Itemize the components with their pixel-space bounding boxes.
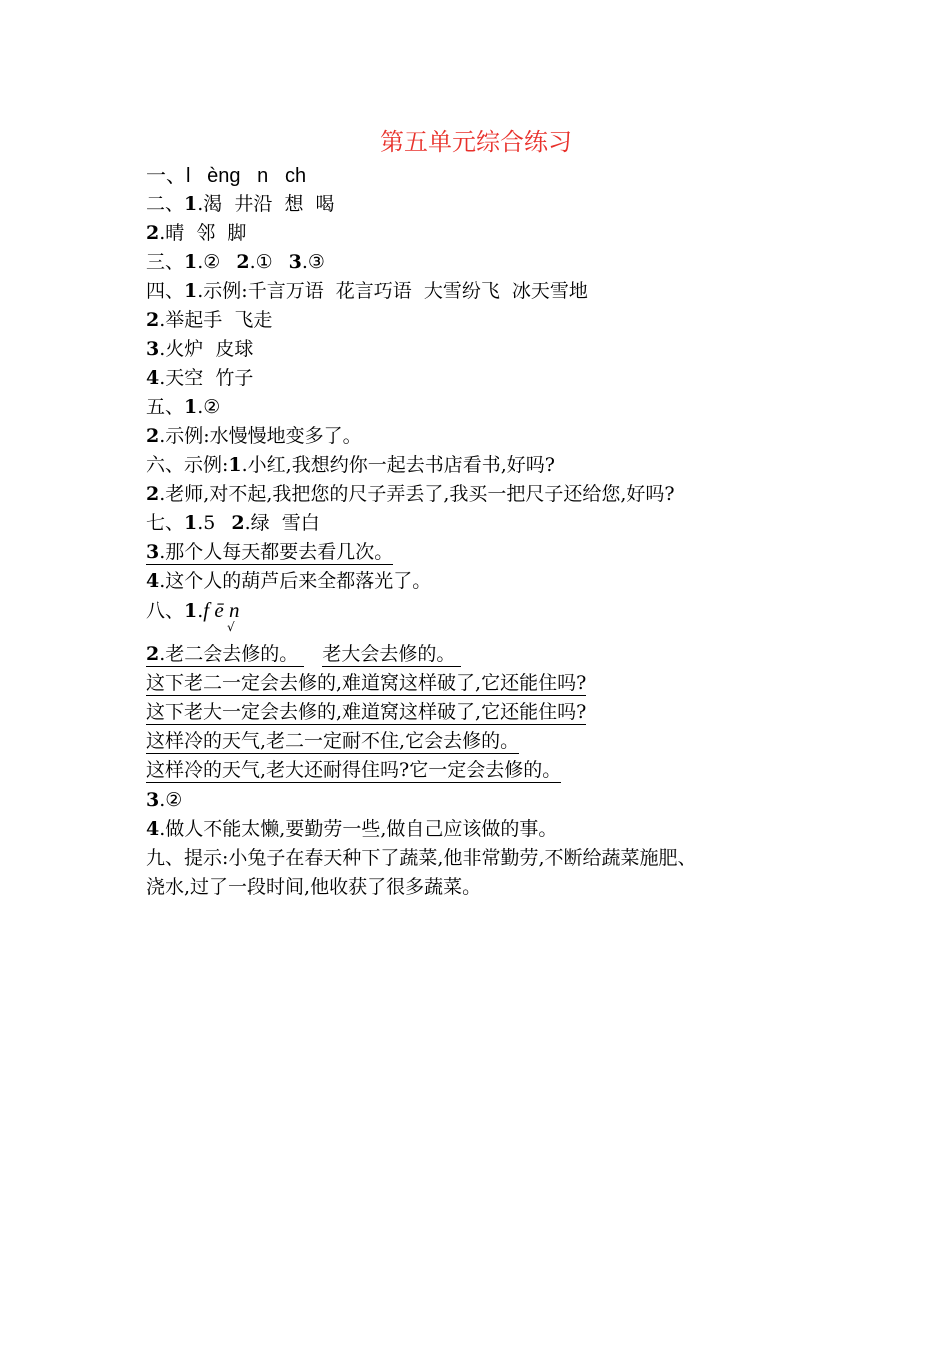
answer-5-2 bbox=[146, 424, 362, 448]
item-text: .老二会去修的。 bbox=[159, 643, 299, 665]
item-text: .绿 雪白 bbox=[244, 512, 320, 534]
answer-8-1 bbox=[146, 598, 239, 623]
answer-7-4 bbox=[146, 569, 431, 593]
item-text: .示例:水慢慢地变多了。 bbox=[159, 425, 362, 447]
pinyin-answer: f ē n bbox=[203, 598, 240, 622]
item-text: .② bbox=[197, 251, 221, 273]
item-text: . bbox=[197, 600, 204, 622]
item-text: .示例:千言万语 花言巧语 大雪纷飞 冰天雪地 bbox=[197, 280, 588, 302]
answer-8-line-1 bbox=[146, 671, 586, 695]
section-prefix: 三、 bbox=[146, 251, 185, 273]
item-number: 3 bbox=[146, 789, 160, 811]
item-text: .举起手 飞走 bbox=[159, 309, 273, 331]
answer-8-line-2 bbox=[146, 700, 586, 724]
answer-7-3 bbox=[146, 540, 393, 564]
item-text: .做人不能太懒,要勤劳一些,做自己应该做的事。 bbox=[159, 818, 558, 840]
item-number: 1 bbox=[184, 251, 198, 273]
item-text: .老师,对不起,我把您的尺子弄丢了,我买一把尺子还给您,好吗? bbox=[159, 483, 675, 505]
pinyin-answer: l èng n ch bbox=[186, 165, 307, 187]
item-number: 1 bbox=[184, 512, 198, 534]
answer-8-3 bbox=[146, 788, 182, 812]
item-text: .天空 竹子 bbox=[159, 367, 254, 389]
underlined-text: 这样冷的天气,老大还耐得住吗?它一定会去修的。 bbox=[146, 759, 562, 781]
item-number: 1 bbox=[228, 454, 242, 476]
underlined-text: 这样冷的天气,老二一定耐不住,它会去修的。 bbox=[146, 730, 520, 752]
item-number: 1 bbox=[184, 600, 198, 622]
underlined-text: 这下老二一定会去修的,难道窝这样破了,它还能住吗? bbox=[146, 672, 587, 694]
checkmark-icon: √ bbox=[227, 620, 235, 634]
section-prefix: 五、 bbox=[146, 396, 185, 418]
answer-1 bbox=[146, 164, 306, 188]
item-number: 4 bbox=[146, 367, 160, 389]
item-number: 4 bbox=[146, 818, 160, 840]
answer-8-line-4 bbox=[146, 758, 561, 782]
item-number: 2 bbox=[146, 483, 160, 505]
item-number: 4 bbox=[146, 570, 160, 592]
item-text: 浇水,过了一段时间,他收获了很多蔬菜。 bbox=[146, 876, 482, 898]
section-prefix: 八、 bbox=[146, 600, 185, 622]
section-prefix: 六、示例: bbox=[146, 454, 229, 476]
item-text: .5 bbox=[197, 512, 216, 534]
item-text: .① bbox=[249, 251, 273, 273]
answer-9-1 bbox=[146, 846, 697, 870]
answer-8-4 bbox=[146, 817, 557, 841]
item-number: 2 bbox=[146, 309, 160, 331]
item-number: 3 bbox=[288, 251, 302, 273]
item-number: 3 bbox=[146, 338, 160, 360]
item-text: 小兔子在春天种下了蔬菜,他非常勤劳,不断给蔬菜施肥、 bbox=[228, 847, 697, 869]
item-number: 3 bbox=[146, 541, 160, 563]
answer-2-1 bbox=[146, 192, 335, 216]
answer-7-1 bbox=[146, 511, 320, 535]
item-number: 2 bbox=[146, 425, 160, 447]
section-prefix: 七、 bbox=[146, 512, 185, 534]
page-title: 第五单元综合练习 bbox=[380, 128, 572, 156]
answer-5-1 bbox=[146, 395, 220, 419]
answer-8-line-3 bbox=[146, 729, 519, 753]
section-prefix: 二、 bbox=[146, 193, 185, 215]
item-text: 老大会去修的。 bbox=[322, 643, 456, 665]
item-number: 2 bbox=[146, 643, 160, 665]
answer-4-1 bbox=[146, 279, 588, 303]
item-text: .② bbox=[159, 789, 183, 811]
item-text: .这个人的葫芦后来全都落光了。 bbox=[159, 570, 432, 592]
item-text: .那个人每天都要去看几次。 bbox=[159, 541, 394, 563]
item-text: .② bbox=[197, 396, 221, 418]
item-number: 2 bbox=[236, 251, 250, 273]
answer-2-2 bbox=[146, 221, 246, 245]
item-number: 1 bbox=[184, 280, 198, 302]
answer-6-2 bbox=[146, 482, 675, 506]
item-number: 2 bbox=[231, 512, 245, 534]
answer-6-1 bbox=[146, 453, 555, 477]
answer-4-4 bbox=[146, 366, 253, 390]
item-number: 2 bbox=[146, 222, 160, 244]
item-text: .渴 井沿 想 喝 bbox=[197, 193, 335, 215]
item-text: .晴 邻 脚 bbox=[159, 222, 247, 244]
section-prefix: 四、 bbox=[146, 280, 185, 302]
section-prefix: 九、提示: bbox=[146, 847, 229, 869]
answer-3 bbox=[146, 250, 325, 274]
item-text: .火炉 皮球 bbox=[159, 338, 254, 360]
answer-8-2 bbox=[146, 642, 461, 666]
section-prefix: 一、 bbox=[146, 165, 186, 187]
item-text: .小红,我想约你一起去书店看书,好吗? bbox=[241, 454, 555, 476]
answer-9-2 bbox=[146, 875, 481, 899]
underlined-text: 这下老大一定会去修的,难道窝这样破了,它还能住吗? bbox=[146, 701, 587, 723]
answer-4-3 bbox=[146, 337, 253, 361]
answer-4-2 bbox=[146, 308, 272, 332]
item-text: .③ bbox=[301, 251, 325, 273]
item-number: 1 bbox=[184, 396, 198, 418]
item-number: 1 bbox=[184, 193, 198, 215]
